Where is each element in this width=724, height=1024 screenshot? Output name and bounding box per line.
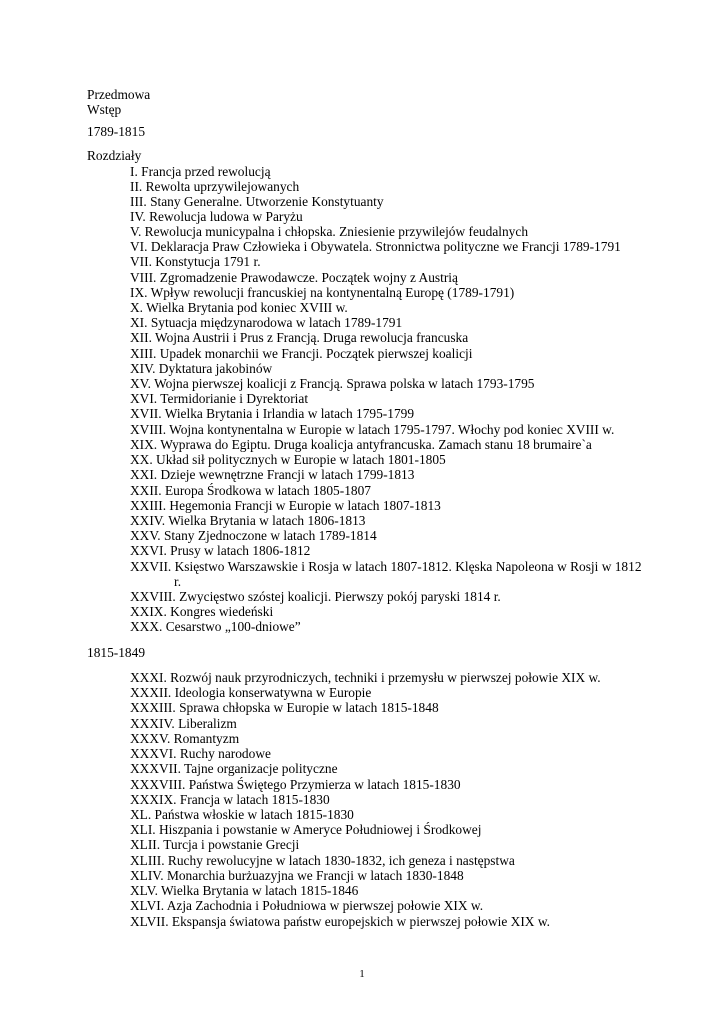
toc-entry: XVI. Termidorianie i Dyrektoriat [130, 391, 309, 406]
period-heading-1789-1815: 1789-1815 [87, 124, 146, 139]
toc-entry: XXIV. Wielka Brytania w latach 1806-1813 [130, 513, 366, 528]
toc-entry: VIII. Zgromadzenie Prawodawcze. Początek wojny z Austrią [130, 270, 458, 285]
toc-entry: I. Francja przed rewolucją [130, 164, 271, 179]
toc-entry: XXX. Cesarstwo „100-dniowe” [130, 619, 301, 634]
page-number: 1 [359, 968, 365, 980]
toc-entry: XVII. Wielka Brytania i Irlandia w latach 1795-1799 [130, 406, 415, 421]
toc-entry: XXXII. Ideologia konserwatywna w Europie [130, 685, 372, 700]
toc-entry: XLV. Wielka Brytania w latach 1815-1846 [130, 883, 359, 898]
introduction-heading: Wstęp [87, 102, 122, 117]
toc-entry: XIII. Upadek monarchii we Francji. Początek pierwszej koalicji [130, 346, 473, 361]
toc-entry: XXVIII. Zwycięstwo szóstej koalicji. Pierwszy pokój paryski 1814 r. [130, 589, 501, 604]
toc-entry: XIX. Wyprawa do Egiptu. Druga koalicja antyfrancuska. Zamach stanu 18 brumaire`a [130, 437, 592, 452]
toc-entry: IV. Rewolucja ludowa w Paryżu [130, 209, 303, 224]
toc-entry: II. Rewolta uprzywilejowanych [130, 179, 300, 194]
toc-entry: III. Stany Generalne. Utworzenie Konstytuanty [130, 194, 384, 209]
toc-entry: XXXVII. Tajne organizacje polityczne [130, 761, 338, 776]
toc-entry: V. Rewolucja municypalna i chłopska. Zniesienie przywilejów feudalnych [130, 224, 529, 239]
toc-entry: XI. Sytuacja międzynarodowa w latach 1789-1791 [130, 315, 403, 330]
toc-entry: XXVII. Księstwo Warszawskie i Rosja w latach 1807-1812. Klęska Napoleona w Rosji w 1812 [130, 559, 642, 574]
toc-entry: XXXVI. Ruchy narodowe [130, 746, 271, 761]
toc-entry: X. Wielka Brytania pod koniec XVIII w. [130, 300, 348, 315]
toc-entry: XXXV. Romantyzm [130, 731, 240, 746]
toc-entry-continuation: r. [174, 574, 182, 589]
toc-entry: XXII. Europa Środkowa w latach 1805-1807 [130, 483, 371, 498]
toc-entry: XXI. Dzieje wewnętrzne Francji w latach 1799-1813 [130, 467, 415, 482]
toc-entry: XL. Państwa włoskie w latach 1815-1830 [130, 807, 354, 822]
toc-entry: XXV. Stany Zjednoczone w latach 1789-1814 [130, 528, 377, 543]
toc-entry: XXXIII. Sprawa chłopska w Europie w latach 1815-1848 [130, 700, 439, 715]
toc-entry: XXIII. Hegemonia Francji w Europie w latach 1807-1813 [130, 498, 441, 513]
toc-entry: VI. Deklaracja Praw Człowieka i Obywatela. Stronnictwa polityczne we Francji 1789-1791 [130, 239, 621, 254]
toc-entry: XLVI. Azja Zachodnia i Południowa w pierwszej połowie XIX w. [130, 898, 484, 913]
toc-entry: IX. Wpływ rewolucji francuskiej na kontynentalną Europę (1789-1791) [130, 285, 515, 300]
toc-entry: XXXI. Rozwój nauk przyrodniczych, techniki i przemysłu w pierwszej połowie XIX w. [130, 670, 601, 685]
toc-entry: XIV. Dyktatura jakobinów [130, 361, 273, 376]
toc-entry: XV. Wojna pierwszej koalicji z Francją. Sprawa polska w latach 1793-1795 [130, 376, 535, 391]
toc-entry: XLVII. Ekspansja światowa państw europejskich w pierwszej połowie XIX w. [130, 914, 550, 929]
toc-entry: XXXIX. Francja w latach 1815-1830 [130, 792, 330, 807]
toc-entry: XLIV. Monarchia burżuazyjna we Francji w latach 1830-1848 [130, 868, 464, 883]
toc-entry: XXIX. Kongres wiedeński [130, 604, 274, 619]
toc-entry: XLI. Hiszpania i powstanie w Ameryce Południowej i Środkowej [130, 822, 482, 837]
preface-heading: Przedmowa [87, 87, 151, 102]
toc-entry: XXVI. Prusy w latach 1806-1812 [130, 543, 311, 558]
toc-entry: XLII. Turcja i powstanie Grecji [130, 837, 300, 852]
toc-entry: XVIII. Wojna kontynentalna w Europie w latach 1795-1797. Włochy pod koniec XVIII w. [130, 422, 615, 437]
toc-entry: XII. Wojna Austrii i Prus z Francją. Druga rewolucja francuska [130, 330, 469, 345]
toc-entry: XXXVIII. Państwa Świętego Przymierza w latach 1815-1830 [130, 777, 461, 792]
chapters-heading: Rozdziały [87, 148, 142, 163]
period-heading-1815-1849: 1815-1849 [87, 645, 146, 660]
toc-entry: XX. Układ sił politycznych w Europie w latach 1801-1805 [130, 452, 446, 467]
toc-entry: XXXIV. Liberalizm [130, 716, 237, 731]
toc-entry: XLIII. Ruchy rewolucyjne w latach 1830-1832, ich geneza i następstwa [130, 853, 515, 868]
toc-entry: VII. Konstytucja 1791 r. [130, 254, 261, 269]
